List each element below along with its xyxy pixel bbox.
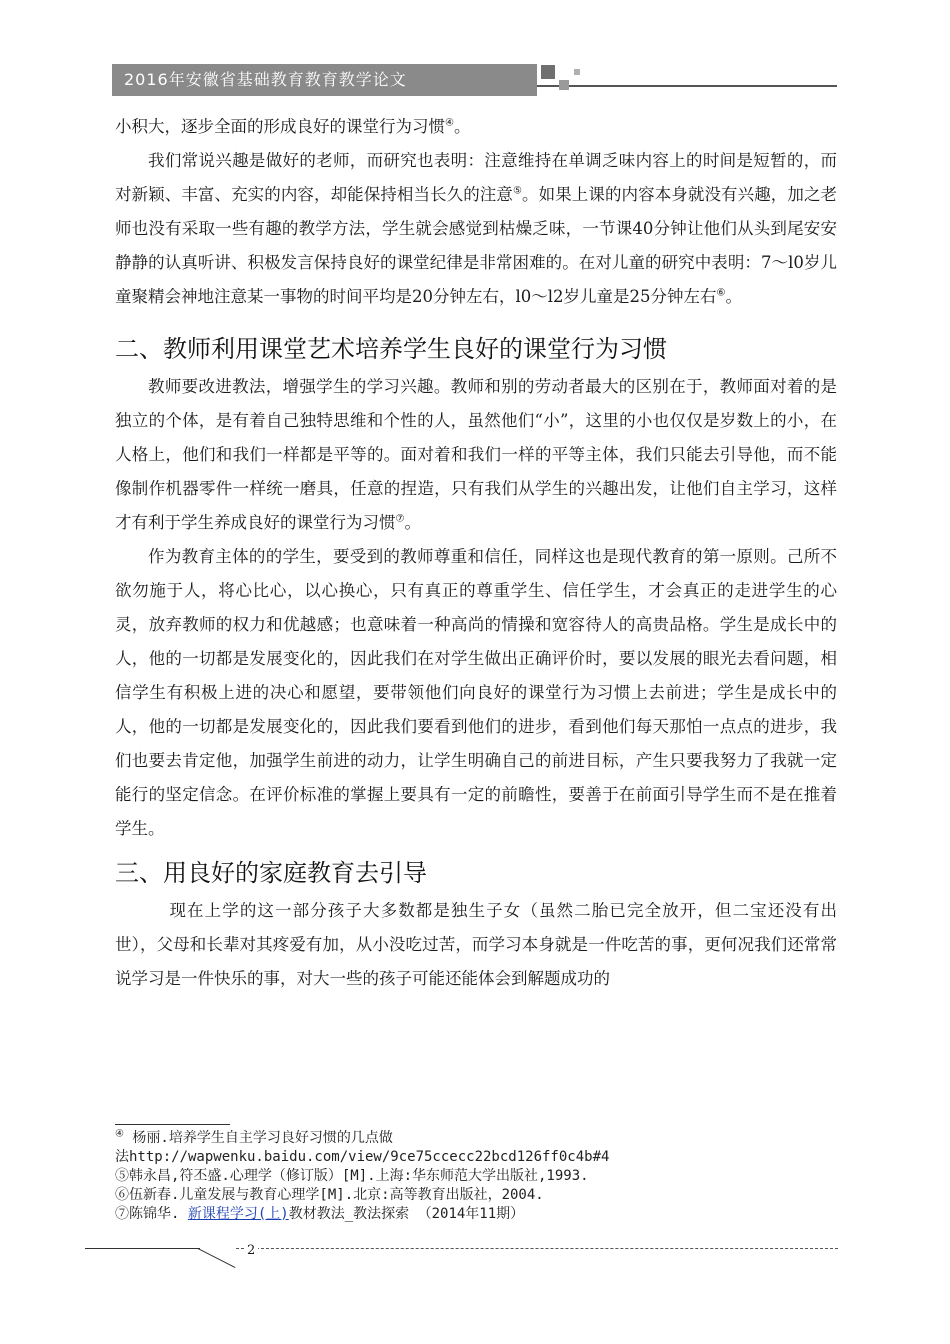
footer-rule-diagonal [198, 1248, 236, 1268]
header-title: 2016年安徽省基础教育教育教学论文 [124, 70, 407, 89]
paragraph-text: 。 [725, 287, 743, 306]
footnote-text: 教材教法_教法探索 （2014年11期） [288, 1206, 525, 1222]
header-square-decoration [541, 65, 555, 79]
paragraph-text: 我们常说兴趣是做好的老师，而研究也表明：注意维持在单调乏味内容上的时间是短暂的，而对新颖、丰富、充实的内容，却能保持相当长久的注意 [115, 151, 837, 204]
footnote-item: 法http://wapwenku.baidu.com/view/9ce75ccecc22bcd126ff0c4b#4 [115, 1149, 610, 1165]
paragraph: 现在上学的这一部分孩子大多数都是独生子女（虽然二胎已完全放开，但二宝还没有出世），父母和长辈对其疼爱有加，从小没吃过苦，而学习本身就是一件吃苦的事，更何况我们还常常说学习是一件快乐的事，对大一些的孩子可能还能体会到解题成功的 [115, 901, 837, 988]
section-heading: 三、用良好的家庭教育去引导 [115, 859, 427, 887]
footnote-separator [115, 1124, 230, 1125]
header-square-decoration [559, 80, 569, 90]
footnote-item: ⑤韩永昌,符丕盛.心理学（修订版）[M].上海:华东师范大学出版社,1993. [115, 1168, 589, 1184]
footnote-text: ⑦陈锦华. [115, 1206, 180, 1222]
footnote-ref[interactable]: ⑥ [716, 287, 726, 299]
header-rule [537, 85, 837, 87]
paragraph-text: 小积大，逐步全面的形成良好的课堂行为习惯 [115, 117, 445, 136]
footnote-text: 杨丽.培养学生自主学习良好习惯的几点做 [123, 1130, 393, 1146]
footnotes [115, 1129, 837, 1224]
header-square-decoration [574, 69, 580, 75]
paragraph-text: 。 [404, 513, 421, 532]
footnote-ref[interactable]: ⑦ [395, 513, 405, 525]
paragraph-text: 。如果上课的内容本身就没有兴趣，加之老师也没有采取一些有趣的教学方法，学生就会感觉到枯燥乏味，一节课40分钟让他们从头到尾安安静静的认真听讲、积极发言保持良好的课堂纪律是非常困难的。在对儿童的研究中表明：7～l0岁儿童聚精会神地注意某一事物的时间平均是20分钟左右，l0～l2岁儿童是25分钟左右 [115, 185, 838, 306]
footnote-item: ⑥伍新春.儿童发展与教育心理学[M].北京:高等教育出版社，2004. [115, 1187, 544, 1203]
page-body [115, 110, 837, 996]
section-heading: 二、教师利用课堂艺术培养学生良好的课堂行为习惯 [115, 335, 667, 363]
paragraph [115, 110, 837, 144]
paragraph-text: 教师要改进教法，增强学生的学习兴趣。教师和别的劳动者最大的区别在于，教师面对着的是独立的个体，是有着自己独特思维和个性的人，虽然他们“小”，这里的小也仅仅是岁数上的小，在人格上，他们和我们一样都是平等的。面对着和我们一样的平等主体，我们只能去引导他，而不能像制作机器零件一样统一磨具，任意的捏造，只有我们从学生的兴趣出发，让他们自主学习，这样才有利于学生养成良好的课堂行为习惯 [115, 377, 837, 532]
paragraph: 作为教育主体的的学生，要受到的教师尊重和信任，同样这也是现代教育的第一原则。己所不欲勿施于人，将心比心，以心换心，只有真正的尊重学生、信任学生，才会真正的走进学生的心灵，放弃教师的权力和优越感；也意味着一种高尚的情操和宽容待人的高贵品格。学生是成长中的人，他的一切都是发展变化的，因此我们在对学生做出正确评价时，要以发展的眼光去看问题，相信学生有积极上进的决心和愿望，要带领他们向良好的课堂行为习惯上去前进；学生是成长中的人，他的一切都是发展变化的，因此我们要看到他们的进步，看到他们每天那怕一点点的进步，我们也要去肯定他，加强学生前进的动力，让学生明确自己的前进目标，产生只要我努力了我就一定能行的坚定信念。在评价标准的掌握上要具有一定的前瞻性，要善于在前面引导学生而不是在推着学生。 [115, 547, 837, 838]
footnote-mark: ④ [115, 1128, 124, 1140]
footnote-item [115, 1129, 837, 1148]
footnote-item [115, 1205, 837, 1224]
paragraph [115, 144, 837, 314]
page-number: 2 [244, 1243, 258, 1258]
footer-dashed-rule [236, 1248, 838, 1249]
paragraph-text: 。 [453, 117, 471, 136]
footnote-ref[interactable]: ④ [445, 117, 454, 129]
footnote-ref[interactable]: ⑤ [512, 185, 523, 197]
footer-rule [85, 1248, 200, 1249]
paragraph [115, 370, 837, 540]
footnote-link[interactable]: 新课程学习(上) [187, 1206, 289, 1222]
